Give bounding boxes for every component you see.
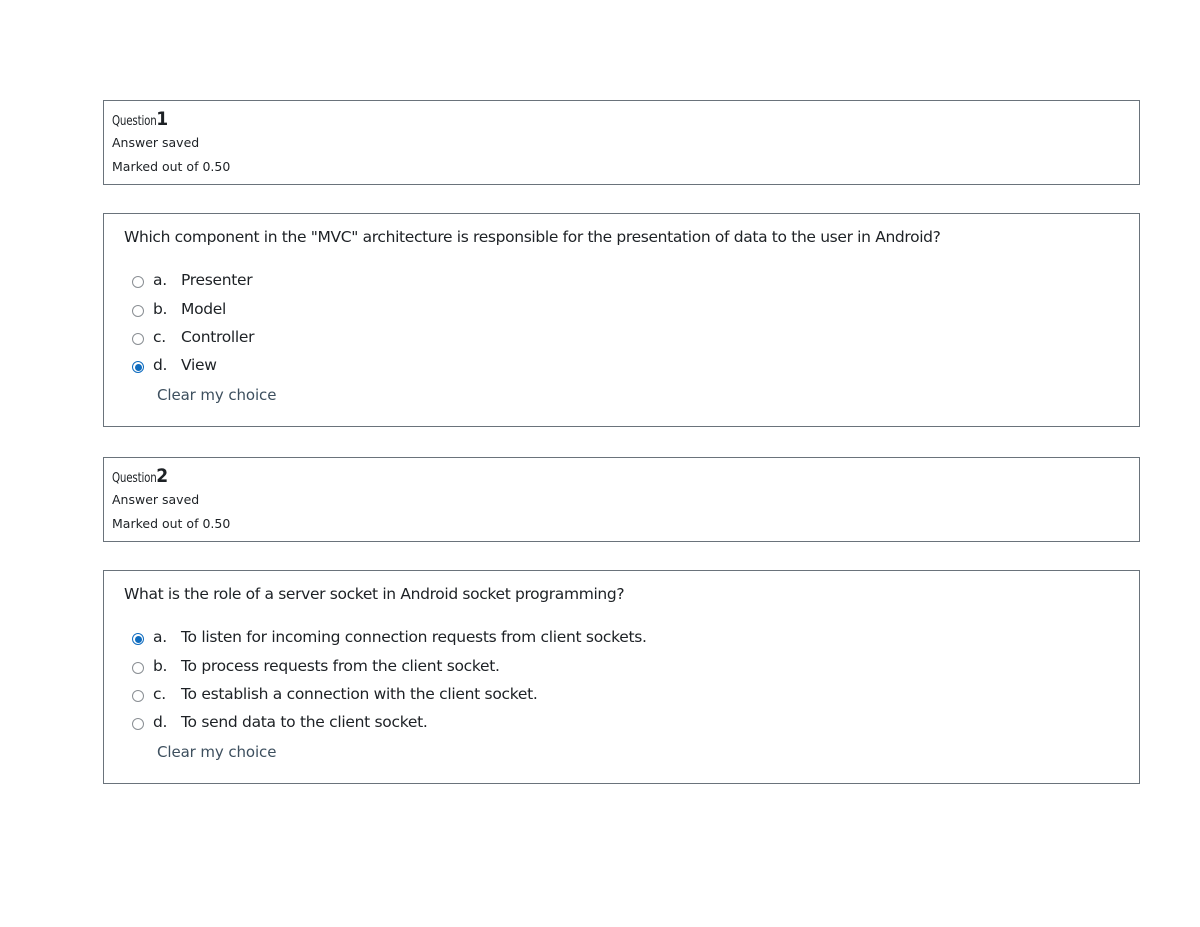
- option-letter: c.: [153, 684, 166, 703]
- question-status: Answer saved: [112, 492, 200, 507]
- radio-button[interactable]: [132, 305, 144, 317]
- option-text: To listen for incoming connection requests from client sockets.: [181, 628, 647, 647]
- radio-button[interactable]: [132, 690, 144, 702]
- answer-option-c[interactable]: [124, 323, 1119, 351]
- option-text: View: [181, 356, 217, 375]
- question-text: What is the role of a server socket in Android socket programming?: [124, 585, 625, 603]
- option-letter: a.: [153, 271, 167, 290]
- question-label: Question: [112, 471, 157, 486]
- option-letter: d.: [153, 356, 168, 375]
- radio-button[interactable]: [132, 333, 144, 345]
- radio-button[interactable]: [132, 662, 144, 674]
- question-number: 2: [156, 465, 168, 487]
- question-1-heading: [112, 109, 1131, 131]
- option-text: Presenter: [181, 271, 253, 290]
- radio-button-selected[interactable]: [132, 633, 144, 645]
- question-label: Question: [112, 114, 157, 129]
- question-2-heading: [112, 466, 1131, 488]
- answer-option-b[interactable]: [124, 651, 1119, 679]
- answer-option-a[interactable]: [124, 623, 1119, 651]
- radio-button-selected[interactable]: [132, 361, 144, 373]
- question-2-info: [103, 457, 1140, 542]
- option-text: To establish a connection with the client socket.: [181, 684, 538, 703]
- option-text: To send data to the client socket.: [181, 713, 428, 732]
- option-text: To process requests from the client socket.: [181, 656, 500, 675]
- question-text: Which component in the "MVC" architecture is responsible for the presentation of data to the user in Android?: [124, 228, 941, 246]
- option-letter: b.: [153, 656, 168, 675]
- answer-option-b[interactable]: [124, 294, 1119, 322]
- question-status: Answer saved: [112, 135, 200, 150]
- clear-my-choice-link[interactable]: Clear my choice: [157, 742, 277, 761]
- option-letter: a.: [153, 628, 167, 647]
- option-text: Model: [181, 299, 227, 318]
- option-text: Controller: [181, 327, 255, 346]
- option-letter: b.: [153, 299, 168, 318]
- question-number: 1: [156, 108, 168, 130]
- question-1-content: [103, 213, 1140, 427]
- answer-option-c[interactable]: [124, 680, 1119, 708]
- question-marks: Marked out of 0.50: [112, 159, 231, 174]
- question-2-content: [103, 570, 1140, 784]
- radio-button[interactable]: [132, 276, 144, 288]
- radio-button[interactable]: [132, 718, 144, 730]
- answer-option-d[interactable]: [124, 708, 1119, 736]
- clear-my-choice-link[interactable]: Clear my choice: [157, 385, 277, 404]
- answer-option-a[interactable]: [124, 266, 1119, 294]
- question-marks: Marked out of 0.50: [112, 516, 231, 531]
- answer-option-d[interactable]: [124, 351, 1119, 379]
- question-1-info: [103, 100, 1140, 185]
- option-letter: d.: [153, 713, 168, 732]
- option-letter: c.: [153, 327, 166, 346]
